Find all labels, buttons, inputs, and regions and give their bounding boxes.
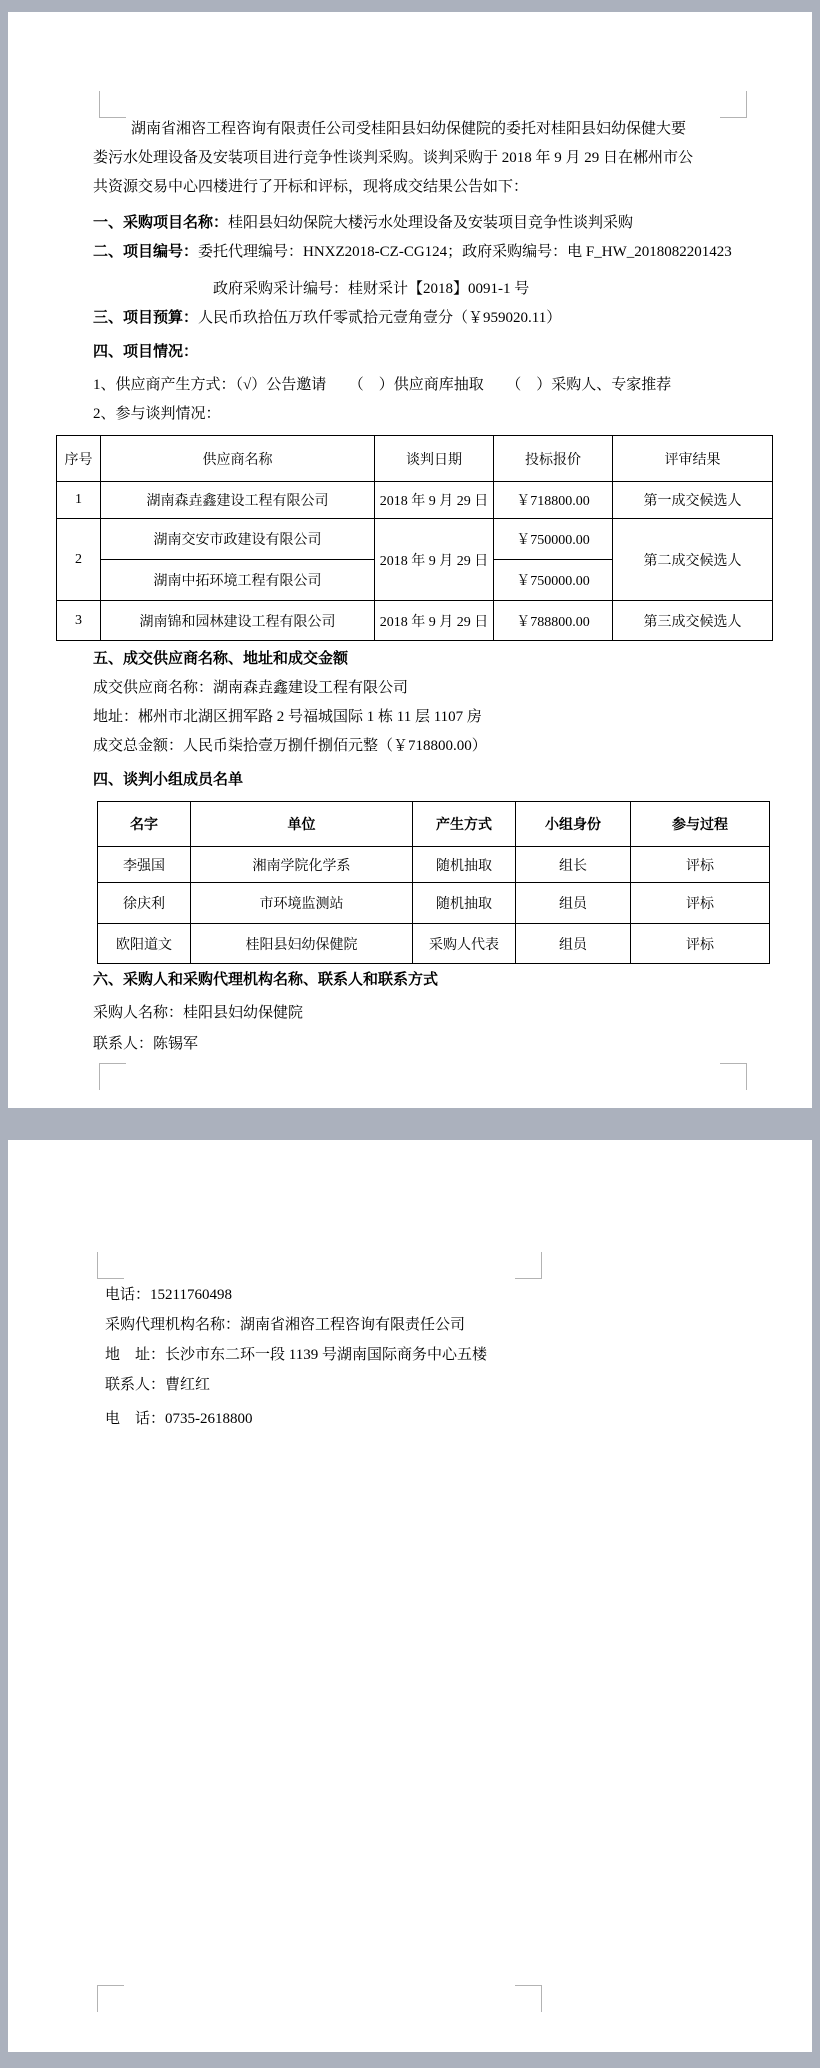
section-3-budget — [8, 304, 812, 333]
section-4-heading: 四、项目情况： — [93, 344, 199, 360]
table-row — [98, 924, 770, 964]
table-row — [98, 847, 770, 883]
cell-role: 组员 — [516, 924, 631, 964]
document-page-2[interactable] — [8, 1140, 812, 2052]
margin-corner-mark — [99, 91, 126, 118]
agency-phone: 电话：15211760498 — [105, 1287, 232, 1303]
header-cell-org: 单位 — [191, 802, 413, 847]
header-cell-name: 名字 — [98, 802, 191, 847]
cell-result: 第二成交候选人 — [613, 519, 773, 601]
margin-corner-mark — [515, 1252, 542, 1279]
cell-result: 第三成交候选人 — [613, 601, 773, 641]
section-1-label: 一、采购项目名称： — [93, 215, 229, 231]
cell-method: 随机抽取 — [413, 883, 516, 924]
margin-corner-mark — [720, 91, 747, 118]
section-2-value: 委托代理编号：HNXZ2018-CZ-CG124；政府采购编号：电 F_HW_2018082201423 — [198, 244, 732, 260]
cell-no: 2 — [57, 519, 101, 601]
agency-address: 地 址：长沙市东二环一段 1139 号湖南国际商务中心五楼 — [105, 1347, 487, 1363]
cell-supplier: 湖南锦和园林建设工程有限公司 — [101, 601, 375, 641]
margin-corner-mark — [99, 1063, 126, 1090]
cell-name: 徐庆利 — [98, 883, 191, 924]
cell-process: 评标 — [631, 883, 770, 924]
cell-name: 李强国 — [98, 847, 191, 883]
cell-process: 评标 — [631, 847, 770, 883]
cell-date: 2018 年 9 月 29 日 — [375, 519, 494, 601]
margin-corner-mark — [97, 1985, 124, 2012]
section-2-continuation: 政府采购采计编号：桂财采计【2018】0091-1 号 — [213, 281, 530, 297]
cell-role: 组长 — [516, 847, 631, 883]
margin-corner-mark — [515, 1985, 542, 2012]
table-header-row — [57, 436, 773, 482]
header-cell-result: 评审结果 — [613, 436, 773, 482]
section-5-total-amount: 成交总金额：人民币柒拾壹万捌仟捌佰元整（￥718800.00） — [93, 738, 487, 754]
intro-line-1: 湖南省湘咨工程咨询有限责任公司受桂阳县妇幼保健院的委托对桂阳县妇幼保健大要 — [131, 121, 687, 137]
cell-org: 桂阳县妇幼保健院 — [191, 924, 413, 964]
section-3-value: 人民币玖拾伍万玖仟零贰拾元壹角壹分（￥959020.11） — [198, 310, 562, 326]
cell-org: 湘南学院化学系 — [191, 847, 413, 883]
section-1-project-name — [8, 209, 812, 238]
intro-line-3: 共资源交易中心四楼进行了开标和评标，现将成交结果公告如下： — [93, 179, 529, 195]
section-4-item-1-supplier-source: 1、供应商产生方式：（√）公告邀请 （ ）供应商库抽取 （ ）采购人、专家推荐 — [93, 377, 672, 393]
header-cell-price: 投标报价 — [494, 436, 613, 482]
section-4-item-2-negotiation: 2、参与谈判情况： — [93, 406, 221, 422]
agency-telephone: 电 话：0735-2618800 — [105, 1411, 253, 1427]
section-3-label: 三、项目预算： — [93, 310, 199, 326]
header-cell-method: 产生方式 — [413, 802, 516, 847]
cell-name: 欧阳道文 — [98, 924, 191, 964]
section-2-label: 二、项目编号： — [93, 244, 199, 260]
table-row — [57, 519, 773, 560]
header-cell-role: 小组身份 — [516, 802, 631, 847]
cell-process: 评标 — [631, 924, 770, 964]
section-5-address: 地址：郴州市北湖区拥军路 2 号福城国际 1 栋 11 层 1107 房 — [93, 709, 482, 725]
header-cell-date: 谈判日期 — [375, 436, 494, 482]
section-5-supplier-name: 成交供应商名称：湖南森垚鑫建设工程有限公司 — [93, 680, 409, 696]
section-6-contact-person: 联系人：陈锡军 — [93, 1036, 199, 1052]
section-5-heading: 五、成交供应商名称、地址和成交金额 — [93, 651, 349, 667]
cell-price: ￥788800.00 — [494, 601, 613, 641]
header-cell-no: 序号 — [57, 436, 101, 482]
negotiation-panel-table — [97, 801, 770, 964]
cell-price: ￥750000.00 — [494, 519, 613, 560]
cell-date: 2018 年 9 月 29 日 — [375, 601, 494, 641]
section-2-project-number — [8, 238, 812, 267]
cell-supplier: 湖南中拓环境工程有限公司 — [101, 560, 375, 601]
bid-evaluation-table — [56, 435, 773, 641]
cell-no: 1 — [57, 482, 101, 519]
cell-supplier: 湖南森垚鑫建设工程有限公司 — [101, 482, 375, 519]
cell-role: 组员 — [516, 883, 631, 924]
cell-org: 市环境监测站 — [191, 883, 413, 924]
margin-corner-mark — [97, 1252, 124, 1279]
section-6-purchaser-name: 采购人名称：桂阳县妇幼保健院 — [93, 1005, 304, 1021]
cell-date: 2018 年 9 月 29 日 — [375, 482, 494, 519]
cell-no: 3 — [57, 601, 101, 641]
table-row — [57, 482, 773, 519]
document-page-1[interactable] — [8, 12, 812, 1108]
cell-method: 随机抽取 — [413, 847, 516, 883]
intro-line-2: 娄污水处理设备及安装项目进行竞争性谈判采购。谈判采购于 2018 年 9 月 29 日在郴州市公 — [93, 150, 694, 166]
agency-contact-person: 联系人：曹红红 — [105, 1377, 211, 1393]
cell-price: ￥718800.00 — [494, 482, 613, 519]
table-header-row — [98, 802, 770, 847]
cell-method: 采购人代表 — [413, 924, 516, 964]
header-cell-supplier: 供应商名称 — [101, 436, 375, 482]
cell-result: 第一成交候选人 — [613, 482, 773, 519]
cell-supplier: 湖南交安市政建设有限公司 — [101, 519, 375, 560]
header-cell-process: 参与过程 — [631, 802, 770, 847]
table-row — [98, 883, 770, 924]
table-row — [57, 601, 773, 641]
section-4b-heading: 四、谈判小组成员名单 — [93, 772, 244, 788]
cell-price: ￥750000.00 — [494, 560, 613, 601]
agency-name: 采购代理机构名称：湖南省湘咨工程咨询有限责任公司 — [105, 1317, 466, 1333]
section-6-heading: 六、采购人和采购代理机构名称、联系人和联系方式 — [93, 972, 439, 988]
margin-corner-mark — [720, 1063, 747, 1090]
section-1-value: 桂阳县妇幼保院大楼污水处理设备及安装项目竞争性谈判采购 — [228, 215, 634, 231]
